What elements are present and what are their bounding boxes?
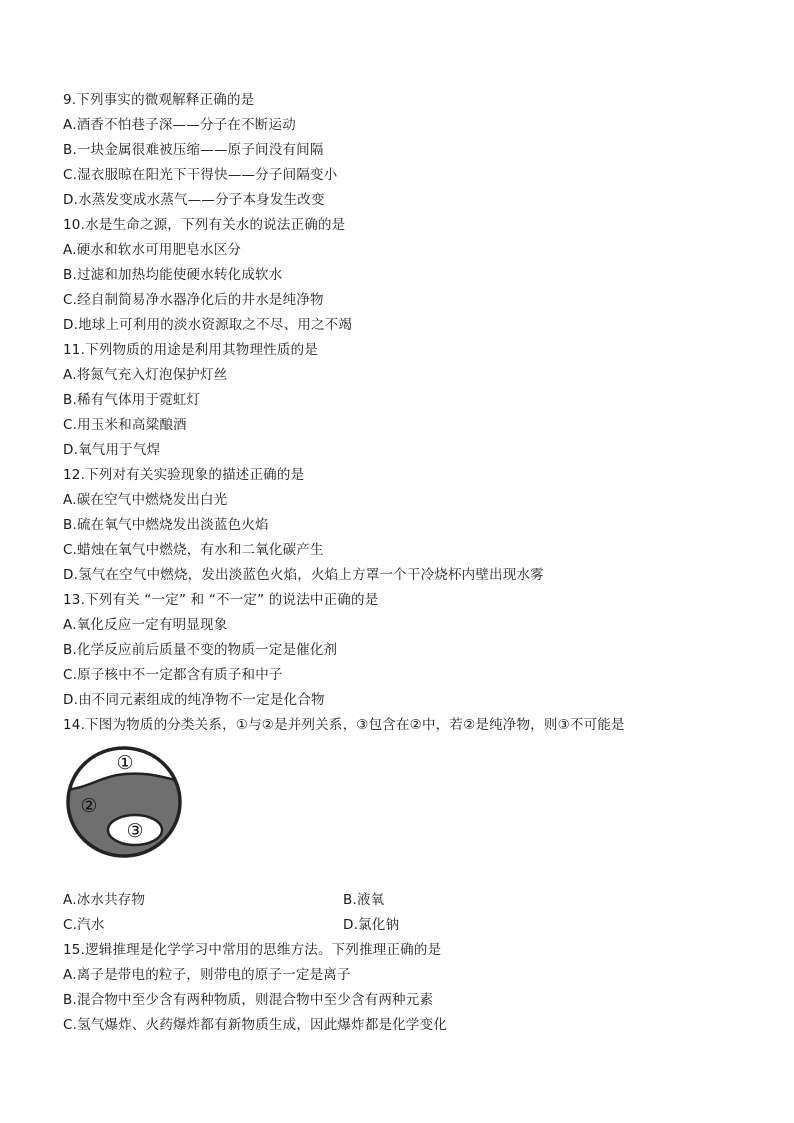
question-stem: 11.下列物质的用途是利用其物理性质的是 xyxy=(63,342,318,358)
option-d: D.氢气在空气中燃烧，发出淡蓝色火焰，火焰上方罩一个干冷烧杯内壁出现水雾 xyxy=(63,567,544,583)
option-b: B.液氧 xyxy=(343,892,385,908)
exam-page xyxy=(63,88,743,1038)
option-row xyxy=(63,913,743,938)
option-d: D.水蒸发变成水蒸气——分子本身发生改变 xyxy=(63,192,325,208)
question-stem: 13.下列有关 “一定” 和 “不一定” 的说法中正确的是 xyxy=(63,592,379,608)
option-c: C.湿衣服晾在阳光下干得快——分子间隔变小 xyxy=(63,167,338,183)
option-a: A.将氮气充入灯泡保护灯丝 xyxy=(63,367,228,383)
option-b: B.一块金属很难被压缩——原子间没有间隔 xyxy=(63,142,324,158)
nested-circle-figure xyxy=(65,744,185,862)
option-d: D.地球上可利用的淡水资源取之不尽、用之不竭 xyxy=(63,317,353,333)
option-d: D.氯化钠 xyxy=(343,917,400,933)
option-b: B.硫在氧气中燃烧发出淡蓝色火焰 xyxy=(63,517,269,533)
label-2: ② xyxy=(80,795,98,817)
option-a: A.冰水共存物 xyxy=(63,892,146,908)
option-c: C.用玉米和高粱酿酒 xyxy=(63,417,187,433)
option-b: B.混合物中至少含有两种物质，则混合物中至少含有两种元素 xyxy=(63,992,434,1008)
question-stem: 14.下图为物质的分类关系，①与②是并列关系，③包含在②中，若②是纯净物，则③不可能是 xyxy=(63,717,625,733)
option-c: C.蜡烛在氧气中燃烧，有水和二氧化碳产生 xyxy=(63,542,324,558)
option-a: A.酒香不怕巷子深——分子在不断运动 xyxy=(63,117,296,133)
question-stem: 9.下列事实的微观解释正确的是 xyxy=(63,92,255,108)
option-row xyxy=(63,888,743,913)
option-c: C.经自制简易净水器净化后的井水是纯净物 xyxy=(63,292,324,308)
question-stem: 15.逻辑推理是化学学习中常用的思维方法。下列推理正确的是 xyxy=(63,942,442,958)
classification-diagram xyxy=(63,738,743,888)
option-c: C.汽水 xyxy=(63,917,105,933)
option-c: C.原子核中不一定都含有质子和中子 xyxy=(63,667,283,683)
option-d: D.氧气用于气焊 xyxy=(63,442,161,458)
option-b: B.化学反应前后质量不变的物质一定是催化剂 xyxy=(63,642,338,658)
option-d: D.由不同元素组成的纯净物不一定是化合物 xyxy=(63,692,325,708)
question-stem: 10.水是生命之源，下列有关水的说法正确的是 xyxy=(63,217,346,233)
option-a: A.离子是带电的粒子，则带电的原子一定是离子 xyxy=(63,967,351,983)
label-1: ① xyxy=(116,752,134,774)
option-a: A.硬水和软水可用肥皂水区分 xyxy=(63,242,242,258)
option-c: C.氢气爆炸、火药爆炸都有新物质生成，因此爆炸都是化学变化 xyxy=(63,1017,448,1033)
option-a: A.氧化反应一定有明显现象 xyxy=(63,617,228,633)
question-stem: 12.下列对有关实验现象的描述正确的是 xyxy=(63,467,305,483)
option-a: A.碳在空气中燃烧发出白光 xyxy=(63,492,228,508)
option-b: B.稀有气体用于霓虹灯 xyxy=(63,392,201,408)
option-b: B.过滤和加热均能使硬水转化成软水 xyxy=(63,267,283,283)
label-3: ③ xyxy=(126,820,144,842)
